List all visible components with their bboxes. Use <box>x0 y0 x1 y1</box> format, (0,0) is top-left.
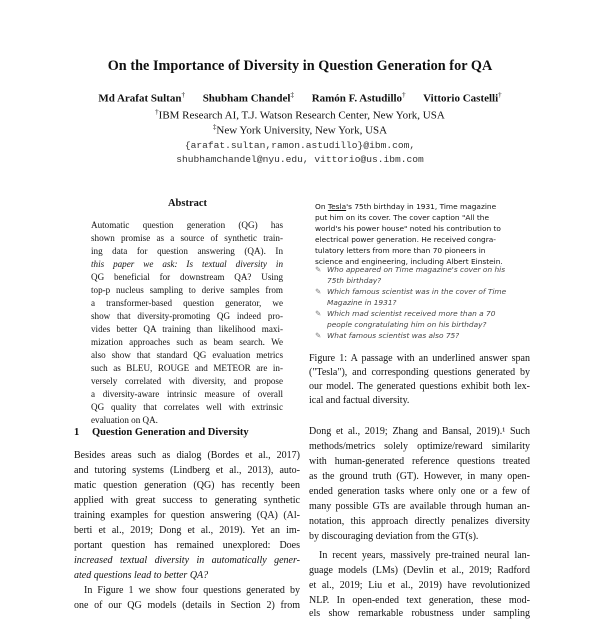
abstract-line: mization approaches such as beam search. We <box>91 337 283 347</box>
abstract-line: shown promise as a source of synthetic train- <box>91 233 283 243</box>
abstract-line: Automatic question generation (QG) has <box>91 220 283 230</box>
generated-question <box>315 286 529 297</box>
passage-line: On Tesla's 75th birthday in 1931, Time magazine <box>315 202 497 211</box>
caption-line: our model. The generated questions exhibit both lex- <box>309 381 530 392</box>
body-line: guage models (LMs) (Devlin et al., 2019; Radford <box>309 565 530 576</box>
body-line: training examples for question answering (QA) (Al- <box>74 510 300 521</box>
body-line: In recent years, massively pre-trained neural lan- <box>319 550 530 561</box>
abstract-line: versely correlated with diversity, and propose <box>91 376 283 386</box>
body-line: by discouraging deviation from the GT(s). <box>309 531 479 542</box>
body-line: notation, this approach directly penalizes diversity <box>309 516 530 527</box>
body-line: methods/metrics solely optimize/reward similarity <box>309 441 530 452</box>
pencil-icon: ✎ <box>315 309 322 318</box>
abstract-line: vides better QA training than likelihood maxi- <box>91 324 283 334</box>
author-mark: † <box>498 91 502 99</box>
author-list <box>0 91 600 105</box>
section-title: Question Generation and Diversity <box>92 427 249 438</box>
author-name: Md Arafat Sultan <box>98 92 182 105</box>
abstract-heading: Abstract <box>167 198 208 209</box>
affiliation-text: IBM Research AI, T.J. Watson Research Center, New York, USA <box>158 109 445 122</box>
body-line: et al., 2019; Liu et al., 2019) have revolutionized <box>309 580 530 591</box>
body-line: portant question has remained unexplored: Does <box>74 540 300 551</box>
body-line: applied with great success to generating synthetic <box>74 495 300 506</box>
passage-line: put him on its cover. The cover caption "All the <box>315 213 489 222</box>
section-number: 1 <box>74 427 80 438</box>
passage-line: electrical power generation. He received congra- <box>315 235 496 244</box>
generated-question-cont: people congratulating him on his birthday? <box>327 320 487 329</box>
body-line: with human-generated reference questions treated <box>309 456 530 467</box>
question-text: Which mad scientist received more than a 70 <box>327 309 496 318</box>
question-text: What famous scientist was also 75? <box>327 331 460 340</box>
body-line: Besides areas such as dialog (Bordes et al., 2017) <box>74 450 300 461</box>
caption-line: Figure 1: A passage with an underlined answer span <box>309 353 530 364</box>
body-line: In Figure 1 we show four questions generated by <box>84 585 300 596</box>
answer-span: Tesla <box>327 202 347 211</box>
generated-question <box>315 308 529 319</box>
body-line: NLP. In open-ended text generation, these mod- <box>309 595 530 606</box>
abstract-line: this paper we ask: Is textual diversity in <box>91 259 283 269</box>
author-mark: † <box>181 91 185 99</box>
body-line: as the ground truth (GT). However, in many open- <box>309 471 530 482</box>
passage-line: science and engineering, including Albert Einstein. <box>315 257 503 266</box>
abstract-line: top-p nucleus sampling to derive samples from <box>91 285 283 295</box>
generated-question-cont: Magazine in 1931? <box>327 298 397 307</box>
paper-title: On the Importance of Diversity in Question Generation for QA <box>107 58 493 74</box>
author-name: Ramón F. Astudillo <box>311 92 403 105</box>
generated-question <box>315 264 529 275</box>
body-line: ated questions lead to better QA? <box>74 570 209 581</box>
affiliation-mark: † <box>155 108 159 116</box>
generated-question <box>315 330 529 341</box>
affiliation <box>0 108 600 122</box>
question-text: Which famous scientist was in the cover of Time <box>327 287 507 296</box>
body-line: berti et al., 2019; Dong et al., 2019). Yet an im- <box>74 525 300 536</box>
affiliation <box>0 123 600 137</box>
abstract-line: a diversity-aware intrinsic measure of overall <box>91 389 283 399</box>
question-text: Who appeared on Time magazine's cover on his <box>327 265 506 274</box>
abstract-line: a transformer-based question generator, we <box>91 298 283 308</box>
author-mark: † <box>402 91 406 99</box>
pencil-icon: ✎ <box>315 331 322 340</box>
body-line: matic question generation (QG) has recently been <box>74 480 300 491</box>
section-heading <box>74 427 314 438</box>
abstract-line: evaluation on QA. <box>91 415 158 425</box>
affiliation-mark: ‡ <box>212 123 217 131</box>
passage-line: world's his power house" noted his contribution to <box>315 224 501 233</box>
abstract-line: such as BLEU, ROUGE and METEOR are in- <box>91 363 283 373</box>
body-line: Dong et al., 2019; Zhang and Bansal, 2019).¹ Such <box>309 426 530 437</box>
abstract-line: QG quality that correlates well with extrinsic <box>91 402 283 412</box>
abstract-line: QG beneficial for downstream QA? Using <box>91 272 283 282</box>
caption-line: ical and factual diversity. <box>309 395 410 406</box>
body-line: ended generation tasks where only one or a few of <box>309 486 530 497</box>
abstract-line: show that diversity-promoting QG indeed pro- <box>91 311 283 321</box>
email-line: {arafat.sultan,ramon.astudillo}@ibm.com, <box>184 140 416 151</box>
author-mark: ‡ <box>290 91 294 99</box>
affiliation-text: New York University, New York, USA <box>216 124 388 137</box>
caption-line: ("Tesla"), and corresponding questions generated by <box>309 367 530 378</box>
passage-line: tulatory letters from more than 70 pioneers in <box>315 246 486 255</box>
body-line: increased textual diversity in automatically gener- <box>74 555 300 566</box>
pencil-icon: ✎ <box>315 265 322 274</box>
abstract-line: also show that standard QG evaluation metrics <box>91 350 283 360</box>
body-line: many possible GTs are available through human an- <box>309 501 530 512</box>
body-line: and tutoring systems (Lindberg et al., 2013), auto- <box>74 465 300 476</box>
body-line: els show remarkable robustness under sampling <box>309 608 530 619</box>
abstract-line: ing data for question answering (QA). In <box>91 246 283 256</box>
pencil-icon: ✎ <box>315 287 322 296</box>
body-line: one of our QG models (details in Section 2) from <box>74 600 300 611</box>
email-line: shubhamchandel@nyu.edu, vittorio@us.ibm.com <box>176 154 424 165</box>
author-name: Vittorio Castelli <box>423 92 499 105</box>
author-name: Shubham Chandel <box>202 92 291 105</box>
generated-question-cont: 75th birthday? <box>327 276 382 285</box>
